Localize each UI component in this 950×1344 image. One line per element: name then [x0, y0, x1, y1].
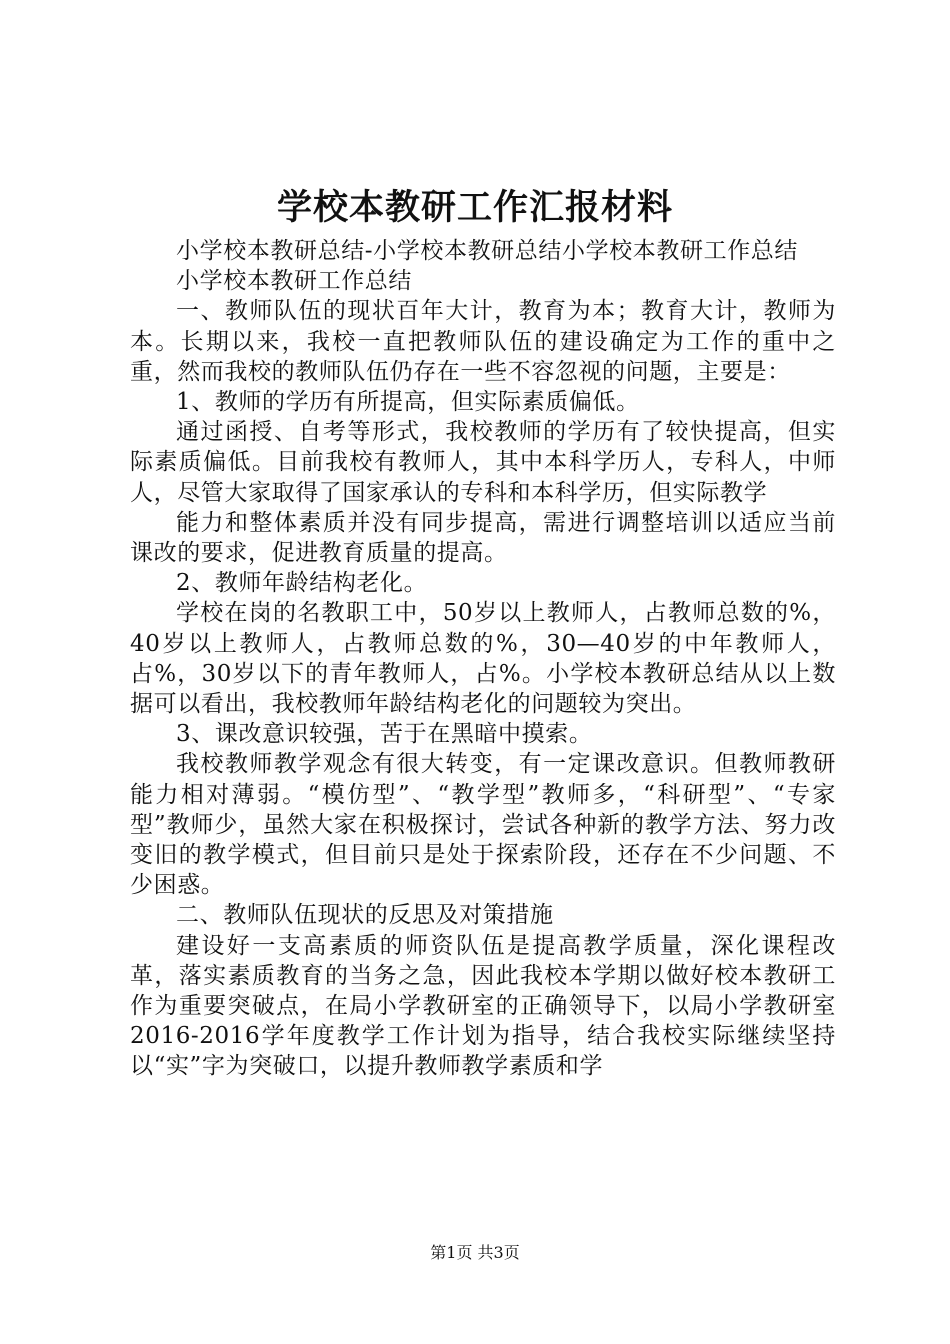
paragraph: 建设好一支高素质的师资队伍是提高教学质量，深化课程改革，落实素质教育的当务之急，因此我校本学期以做好校本教研工作为重要突破点，在局小学教研室的正确领导下，以局小学教研室2016-2016学年度教学工作计划为指导，结合我校实际继续坚持以“实”字为突破口，以提升教师教学素质和学 [130, 932, 836, 1080]
paragraph: 1、教师的学历有所提高，但实际素质偏低。 [176, 389, 640, 416]
paragraph: 一、教师队伍的现状百年大计，教育为本；教育大计，教师为本。长期以来，我校一直把教师队伍的建设确定为工作的重中之重，然而我校的教师队伍仍存在一些不容忽视的问题，主要是： [130, 298, 836, 385]
paragraph: 能力和整体素质并没有同步提高，需进行调整培训以适应当前课改的要求，促进教育质量的提高。 [130, 509, 836, 567]
paragraph: 3、课改意识较强，苦于在黑暗中摸索。 [176, 721, 593, 748]
paragraph: 二、教师队伍现状的反思及对策措施 [176, 902, 554, 929]
document-title: 学校本教研工作汇报材料 [276, 187, 673, 228]
paragraph: 小学校本教研总结-小学校本教研总结小学校本教研工作总结 [176, 238, 798, 264]
document-body [130, 236, 836, 1082]
paragraph: 学校在岗的名教职工中，50岁以上教师人，占教师总数的%，40岁以上教师人，占教师总数的%，30—40岁的中年教师人，占%，30岁以下的青年教师人，占%。小学校本教研总结从以上数据可以看出，我校教师年龄结构老化的问题较为突出。 [130, 600, 836, 718]
paragraph: 通过函授、自考等形式，我校教师的学历有了较快提高，但实际素质偏低。目前我校有教师人，其中本科学历人，专科人，中师人，尽管大家取得了国家承认的专科和本科学历，但实际教学 [130, 419, 836, 506]
paragraph: 我校教师教学观念有很大转变，有一定课改意识。但教师教研能力相对薄弱。“模仿型”、“教学型”教师多，“科研型”、“专家型”教师少，虽然大家在积极探讨，尝试各种新的教学方法、努力改变旧的教学模式，但目前只是处于探索阶段，还存在不少问题、不少困惑。 [130, 751, 836, 899]
paragraph: 2、教师年龄结构老化。 [176, 570, 428, 597]
page-number-footer: 第1页 共3页 [430, 1243, 520, 1262]
paragraph: 小学校本教研工作总结 [176, 268, 412, 295]
